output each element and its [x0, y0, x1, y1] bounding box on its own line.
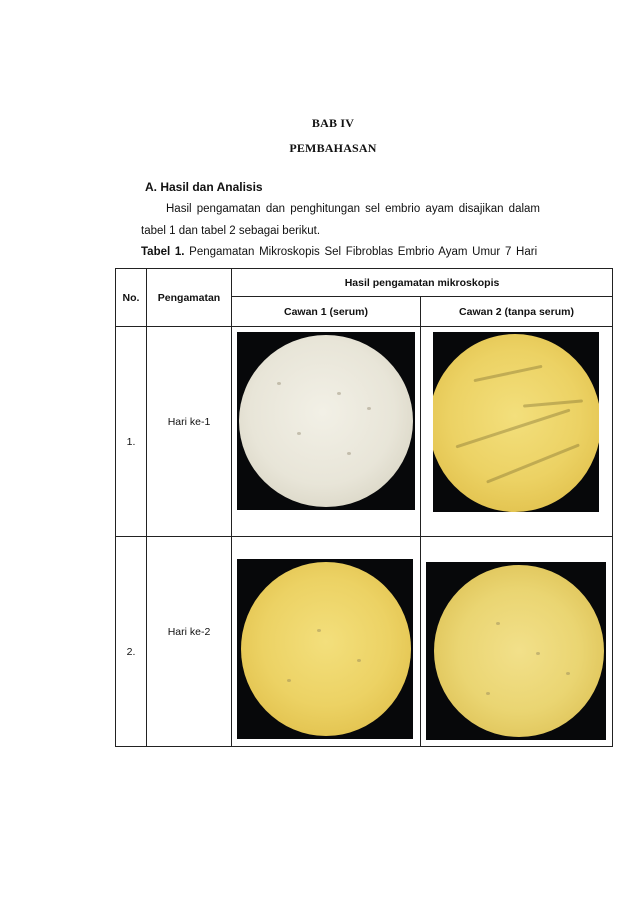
row-number: 1. — [116, 327, 147, 537]
chapter-title: PEMBAHASAN — [289, 141, 377, 155]
table-caption-label: Tabel 1. — [141, 246, 185, 258]
paragraph-line-2: tabel 1 dan tabel 2 sebagai berikut. — [141, 225, 321, 237]
row-number: 2. — [116, 537, 147, 747]
header-microscopic-results: Hasil pengamatan mikroskopis — [232, 269, 613, 297]
row-observation: Hari ke-2 — [147, 537, 232, 747]
table-row — [116, 537, 613, 747]
header-dish-1: Cawan 1 (serum) — [232, 297, 421, 327]
header-observation: Pengamatan — [147, 269, 232, 327]
table-caption-text: Pengamatan Mikroskopis Sel Fibroblas Embrio Ayam Umur 7 Hari — [184, 246, 538, 258]
row-observation: Hari ke-1 — [147, 327, 232, 537]
micrograph-cell-dish-2-day-1 — [421, 327, 613, 537]
micrograph-cell-dish-2-day-2 — [421, 537, 613, 747]
micrograph-image — [237, 559, 413, 739]
chapter-number: BAB IV — [311, 116, 355, 130]
observation-table — [115, 268, 613, 747]
micrograph-image — [433, 332, 599, 512]
header-no: No. — [116, 269, 147, 327]
table-caption — [141, 246, 537, 258]
micrograph-image — [426, 562, 606, 740]
micrograph-cell-dish-1-day-1 — [232, 327, 421, 537]
section-heading: A. Hasil dan Analisis — [145, 180, 263, 194]
table-row — [116, 327, 613, 537]
paragraph-line-1: Hasil pengamatan dan penghitungan sel embrio ayam disajikan dalam — [166, 203, 540, 215]
micrograph-image — [237, 332, 415, 510]
micrograph-cell-dish-1-day-2 — [232, 537, 421, 747]
header-dish-2: Cawan 2 (tanpa serum) — [421, 297, 613, 327]
